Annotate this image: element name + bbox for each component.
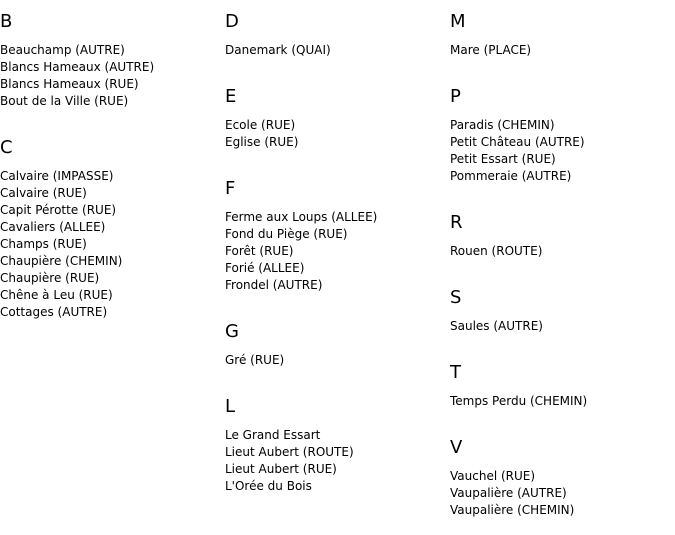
street-entry: Petit Essart (RUE) xyxy=(450,152,556,166)
letter-heading: E xyxy=(225,86,237,107)
letter-heading: S xyxy=(450,287,462,308)
street-entry: Vaupalière (AUTRE) xyxy=(450,486,567,500)
index-column-1 xyxy=(0,0,225,337)
spacer xyxy=(450,185,675,201)
letter-heading: P xyxy=(450,86,461,107)
street-entry: Vaupalière (CHEMIN) xyxy=(450,503,575,517)
letter-group xyxy=(450,426,675,535)
street-entry: Cottages (AUTRE) xyxy=(0,305,108,319)
spacer xyxy=(225,418,450,427)
street-entry: Ferme aux Loups (ALLEE) xyxy=(225,210,378,224)
street-entry: Bout de la Ville (RUE) xyxy=(0,94,129,108)
letter-group xyxy=(225,75,450,167)
street-entry: Eglise (RUE) xyxy=(225,135,299,149)
letter-group xyxy=(225,0,450,75)
street-entry: Forié (ALLEE) xyxy=(225,261,305,275)
letter-group xyxy=(450,0,675,75)
letter-heading: L xyxy=(225,396,236,417)
street-entry: Vauchel (RUE) xyxy=(450,469,536,483)
index-column-2 xyxy=(225,0,450,511)
index-column-3 xyxy=(450,0,675,535)
street-entry: Lieut Aubert (RUE) xyxy=(225,462,337,476)
letter-group xyxy=(225,167,450,310)
spacer xyxy=(225,369,450,385)
street-entry: Danemark (QUAI) xyxy=(225,43,331,57)
spacer xyxy=(225,343,450,352)
street-entry: Calvaire (RUE) xyxy=(0,186,87,200)
spacer xyxy=(0,321,225,337)
spacer xyxy=(225,151,450,167)
spacer xyxy=(0,33,225,42)
letter-heading: M xyxy=(450,11,466,32)
spacer xyxy=(225,59,450,75)
street-entry: Frondel (AUTRE) xyxy=(225,278,323,292)
spacer xyxy=(450,459,675,468)
street-entry: Ecole (RUE) xyxy=(225,118,296,132)
street-entry: L'Orée du Bois xyxy=(225,479,312,493)
letter-heading: B xyxy=(0,11,13,32)
street-entry: Paradis (CHEMIN) xyxy=(450,118,555,132)
letter-heading: C xyxy=(0,137,13,158)
street-entry: Chaupière (RUE) xyxy=(0,271,100,285)
street-entry: Mare (PLACE) xyxy=(450,43,532,57)
street-entry: Gré (RUE) xyxy=(225,353,285,367)
spacer xyxy=(225,200,450,209)
street-entry: Forêt (RUE) xyxy=(225,244,294,258)
spacer xyxy=(450,59,675,75)
street-entry: Blancs Hameaux (AUTRE) xyxy=(0,60,155,74)
letter-group xyxy=(450,201,675,276)
spacer xyxy=(450,410,675,426)
spacer xyxy=(450,519,675,535)
street-entry: Blancs Hameaux (RUE) xyxy=(0,77,139,91)
street-entry: Calvaire (IMPASSE) xyxy=(0,169,114,183)
letter-heading: T xyxy=(450,362,461,383)
street-entry: Le Grand Essart xyxy=(225,428,321,442)
letter-group xyxy=(225,385,450,511)
street-entry: Beauchamp (AUTRE) xyxy=(0,43,125,57)
spacer xyxy=(450,108,675,117)
spacer xyxy=(450,33,675,42)
letter-heading: D xyxy=(225,11,239,32)
street-entry: Fond du Piège (RUE) xyxy=(225,227,348,241)
spacer xyxy=(450,335,675,351)
spacer xyxy=(0,110,225,126)
street-entry: Chaupière (CHEMIN) xyxy=(0,254,123,268)
street-entry: Chêne à Leu (RUE) xyxy=(0,288,113,302)
letter-group xyxy=(450,75,675,201)
street-entry: Pommeraie (AUTRE) xyxy=(450,169,572,183)
spacer xyxy=(450,234,675,243)
spacer xyxy=(450,309,675,318)
letter-heading: G xyxy=(225,321,239,342)
letter-heading: V xyxy=(450,437,463,458)
street-entry: Rouen (ROUTE) xyxy=(450,244,543,258)
street-entry: Lieut Aubert (ROUTE) xyxy=(225,445,354,459)
letter-heading: R xyxy=(450,212,463,233)
letter-heading: F xyxy=(225,178,236,199)
spacer xyxy=(225,294,450,310)
spacer xyxy=(450,260,675,276)
street-entry: Champs (RUE) xyxy=(0,237,87,251)
street-entry: Temps Perdu (CHEMIN) xyxy=(450,394,588,408)
letter-group xyxy=(450,276,675,351)
street-entry: Capit Pérotte (RUE) xyxy=(0,203,117,217)
letter-group xyxy=(225,310,450,385)
street-entry: Cavaliers (ALLEE) xyxy=(0,220,106,234)
spacer xyxy=(0,159,225,168)
spacer xyxy=(225,33,450,42)
letter-group xyxy=(0,126,225,337)
spacer xyxy=(225,108,450,117)
letter-group xyxy=(450,351,675,426)
spacer xyxy=(450,384,675,393)
street-entry: Saules (AUTRE) xyxy=(450,319,543,333)
letter-group xyxy=(0,0,225,126)
street-entry: Petit Château (AUTRE) xyxy=(450,135,585,149)
spacer xyxy=(225,495,450,511)
